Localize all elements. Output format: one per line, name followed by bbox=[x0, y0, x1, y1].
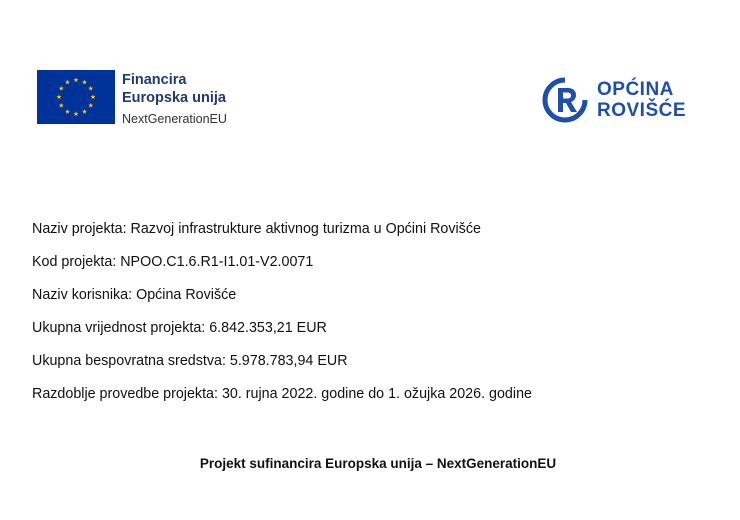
eu-logo-line2: Europska unija bbox=[122, 90, 226, 106]
eu-star bbox=[74, 111, 79, 116]
eu-logo-text bbox=[122, 71, 227, 128]
eu-star bbox=[88, 103, 93, 108]
project-code: Kod projekta: NPOO.C1.6.R1-I1.01-V2.0071 bbox=[32, 254, 314, 270]
eu-star bbox=[59, 103, 64, 108]
eu-logo-line1: Financira bbox=[122, 72, 187, 88]
municipality-logo-text bbox=[597, 79, 686, 121]
project-info bbox=[32, 213, 532, 411]
project-name: Naziv projekta: Razvoj infrastrukture aktivnog turizma u Općini Rovišće bbox=[32, 221, 481, 237]
eu-logo-line3: NextGenerationEU bbox=[122, 112, 227, 126]
implementation-period: Razdoblje provedbe projekta: 30. rujna 2022. godine do 1. ožujka 2026. godine bbox=[32, 386, 532, 402]
municipality-logo-line1: OPĆINA bbox=[597, 79, 674, 100]
eu-star bbox=[82, 109, 87, 114]
municipality-logo bbox=[541, 76, 686, 124]
total-project-value: Ukupna vrijednost projekta: 6.842.353,21 EUR bbox=[32, 320, 327, 336]
eu-star bbox=[91, 94, 96, 99]
eu-star bbox=[59, 86, 64, 91]
cofinancing-text: Projekt sufinancira Europska unija – NextGenerationEU bbox=[199, 456, 557, 471]
eu-funding-logo bbox=[37, 70, 227, 128]
eu-star bbox=[88, 86, 93, 91]
eu-star bbox=[65, 109, 70, 114]
total-grant-amount: Ukupna bespovratna sredstva: 5.978.783,94 EUR bbox=[32, 353, 348, 369]
eu-star bbox=[57, 94, 62, 99]
municipality-logo-line2: ROVIŠĆE bbox=[597, 100, 687, 121]
eu-star bbox=[65, 80, 70, 85]
eu-star bbox=[74, 77, 79, 82]
cofinancing-statement bbox=[0, 456, 740, 471]
eu-star bbox=[82, 80, 87, 85]
beneficiary-name: Naziv korisnika: Općina Rovišće bbox=[32, 287, 237, 303]
eu-stars bbox=[37, 70, 115, 124]
eu-flag-icon bbox=[37, 70, 115, 124]
municipality-r-icon bbox=[541, 76, 589, 124]
